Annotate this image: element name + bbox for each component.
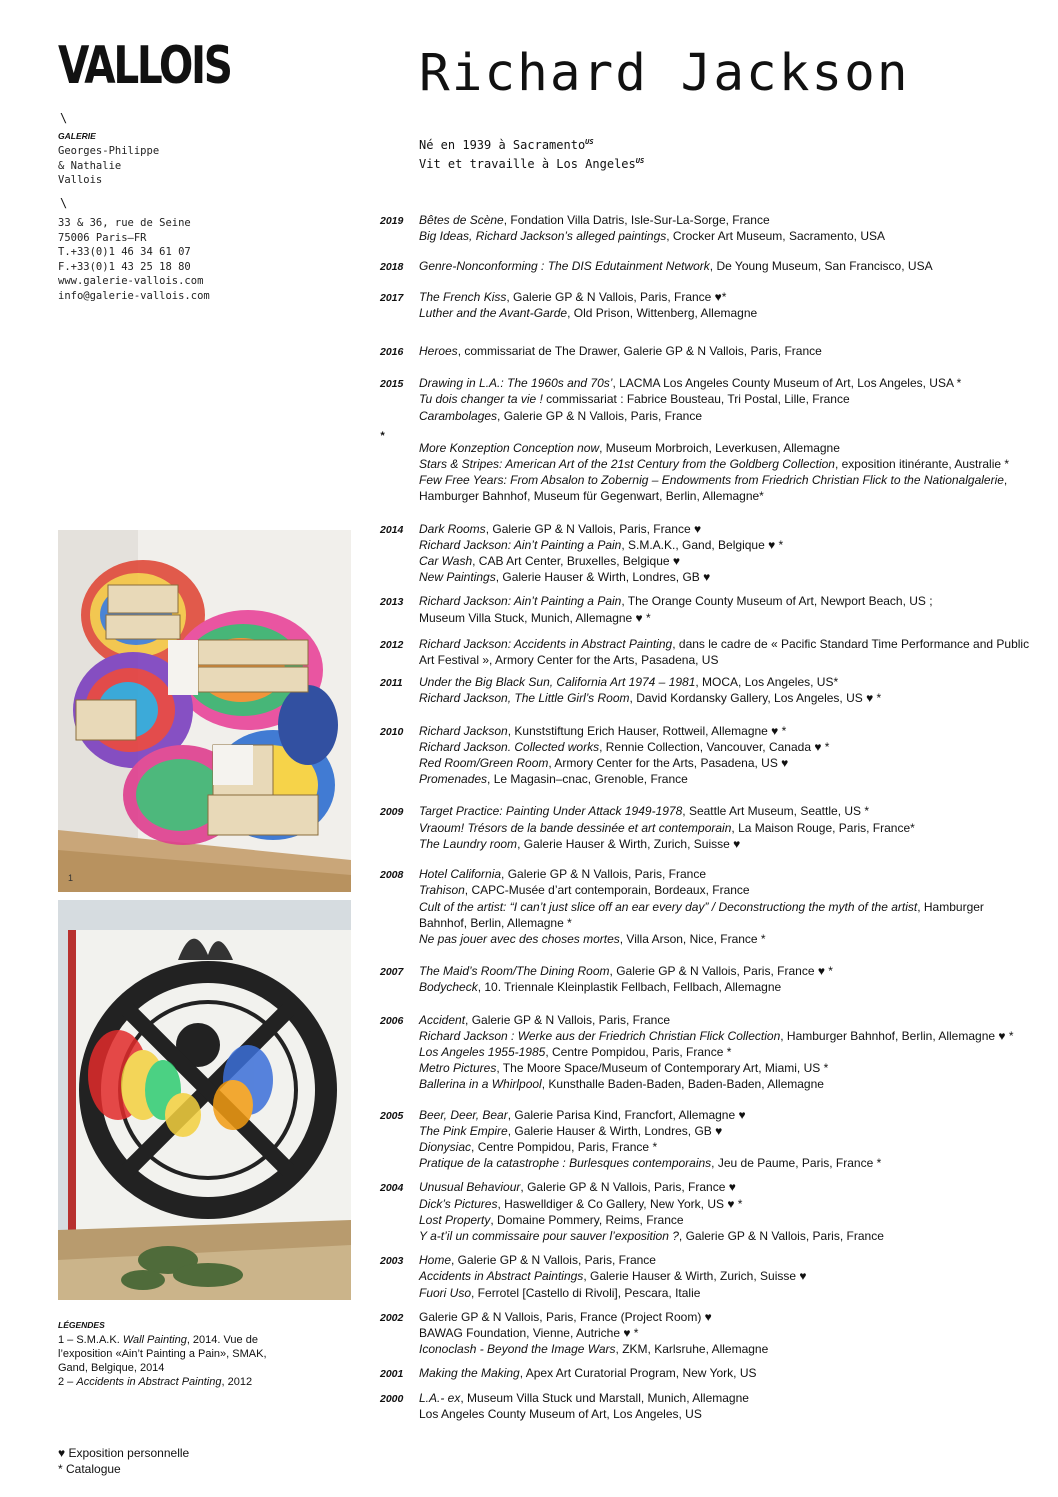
exhibition-entry <box>419 343 1030 359</box>
artist-name: Richard Jackson <box>419 44 910 103</box>
exhibition-year: 2004 <box>380 1182 404 1195</box>
work-details: , The Orange County Museum of Art, Newport Beach, US ; <box>621 594 933 609</box>
work-title: Stars & Stripes: American Art of the 21st Century from the Goldberg Collection <box>419 457 835 472</box>
exhibition-year: 2007 <box>380 966 404 979</box>
exhibition-entry <box>419 1268 1030 1284</box>
exhibition-year: 2009 <box>380 806 404 819</box>
exhibition-entry <box>419 1341 1030 1357</box>
exhibition-year: 2015 <box>380 378 404 391</box>
work-title: Heroes <box>419 344 458 359</box>
owner-line: & Nathalie <box>58 159 122 172</box>
work-details: , Galerie GP & N Vallois, Paris, France ♥ <box>485 521 702 536</box>
exhibition-year-block <box>380 803 1030 852</box>
work-details: , Hamburger Bahnhof, Museum für Gegenwart, Berlin, Allemagne* <box>419 473 1008 504</box>
gallery-contact <box>58 216 210 303</box>
postal-line: 75006 Paris—FR <box>58 231 147 244</box>
work-details: , MOCA, Los Angeles, US* <box>695 675 839 690</box>
work-details: , Galerie Hauser & Wirth, Zurich, Suisse ♥ <box>583 1269 807 1284</box>
birth-info: Né en 1939 à Sacramento <box>419 138 586 152</box>
exhibition-entry <box>419 1123 1030 1139</box>
work-details: , David Kordansky Gallery, Los Angeles, US ♥ * <box>629 691 882 706</box>
exhibition-entry <box>419 899 1030 931</box>
exhibition-year: 2000 <box>380 1392 404 1405</box>
exhibition-year-block <box>380 1365 1030 1381</box>
image-captions <box>58 1318 298 1389</box>
work-details: BAWAG Foundation, Vienne, Autriche ♥ * <box>419 1325 639 1340</box>
work-details: , Fondation Villa Datris, Isle-Sur-La-Sorge, France <box>503 213 770 227</box>
exhibition-entry <box>419 228 1030 244</box>
gallery-owners <box>58 144 159 188</box>
exhibition-entry <box>419 1365 1030 1381</box>
exhibition-entry <box>419 1012 1030 1028</box>
work-title: The Maid’s Room/The Dining Room <box>419 964 610 979</box>
work-details: , LACMA Los Angeles County Museum of Art, Los Angeles, USA * <box>612 376 962 391</box>
exhibition-entry <box>419 1028 1030 1044</box>
work-details: , Rennie Collection, Vancouver, Canada ♥ * <box>599 739 830 754</box>
symbol-legend <box>58 1445 189 1477</box>
work-details: , Galerie Parisa Kind, Francfort, Allemagne ♥ <box>507 1107 746 1122</box>
exhibition-year-block <box>380 866 1030 947</box>
work-title: Target Practice: Painting Under Attack 1949-1978 <box>419 804 683 819</box>
owner-line: Georges-Philippe <box>58 145 160 157</box>
exhibition-year-block <box>380 289 1030 321</box>
exhibition-entry <box>419 553 1030 569</box>
exhibition-entry <box>419 1139 1030 1155</box>
exhibition-year: 2008 <box>380 869 404 882</box>
work-details: 2 – <box>58 1376 77 1388</box>
exhibition-entry <box>419 1325 1030 1341</box>
work-details: , Galerie GP & N Vallois, Paris, France <box>497 408 703 423</box>
caption-item <box>58 1333 298 1375</box>
work-title: Accidents in Abstract Painting <box>76 1376 222 1388</box>
work-details: , Domaine Pommery, Reims, France <box>490 1212 684 1227</box>
exhibition-year-block <box>380 1012 1030 1093</box>
work-details: , Galerie Hauser & Wirth, Londres, GB ♥ <box>507 1123 723 1138</box>
work-details: , Museum Morbroich, Leverkusen, Allemagne <box>599 440 840 455</box>
work-title: Richard Jackson: Ain’t Painting a Pain <box>419 537 622 552</box>
exhibition-entry <box>419 1060 1030 1076</box>
work-title: Vraoum! Trésors de la bande dessinée et art contemporain <box>419 820 732 835</box>
exhibition-entry <box>419 820 1030 836</box>
legend-solo-show: ♥ Exposition personnelle <box>58 1446 190 1460</box>
work-title: Few Free Years: From Absalon to Zobernig – Endowments from Friedrich Christian Flick to the Nationalgalerie <box>419 473 1004 488</box>
exhibition-year-block <box>380 258 1030 274</box>
work-details: , Apex Art Curatorial Program, New York, US <box>519 1366 757 1381</box>
exhibition-entry <box>419 610 1030 626</box>
exhibition-entry <box>419 674 1030 690</box>
work-details: , Kunsthalle Baden-Baden, Baden-Baden, Allemagne <box>541 1077 824 1092</box>
exhibition-entry <box>419 305 1030 321</box>
exhibition-entry <box>419 375 1030 391</box>
work-title: Accident <box>419 1012 466 1027</box>
work-details: , Seattle Art Museum, Seattle, US * <box>682 804 870 819</box>
exhibition-year-block <box>380 521 1030 586</box>
exhibition-entry <box>419 1228 1030 1244</box>
work-title: Richard Jackson. Collected works <box>419 739 600 754</box>
work-details: , S.M.A.K., Gand, Belgique ♥ * <box>621 537 784 552</box>
work-title: Bodycheck <box>419 980 478 995</box>
exhibition-year: * <box>380 430 385 443</box>
exhibition-entry <box>419 836 1030 852</box>
exhibition-year-block <box>380 723 1030 788</box>
exhibition-entry <box>419 690 1030 706</box>
work-title: L.A.- ex <box>419 1390 461 1405</box>
exhibition-year: 2014 <box>380 523 404 536</box>
work-details: , Centre Pompidou, Paris, France * <box>471 1139 658 1154</box>
exhibition-year-block <box>380 212 1030 244</box>
work-title: Accidents in Abstract Paintings <box>419 1269 584 1284</box>
work-title: Pratique de la catastrophe : Burlesques contemporains <box>419 1156 712 1171</box>
exhibition-entry <box>419 424 1030 440</box>
exhibition-year: 2002 <box>380 1311 404 1324</box>
work-title: Unusual Behaviour <box>419 1180 521 1195</box>
exhibition-entry <box>419 1076 1030 1092</box>
exhibition-entry <box>419 1107 1030 1123</box>
work-details: , 10. Triennale Kleinplastik Fellbach, Fellbach, Allemagne <box>477 980 782 995</box>
work-title: The Laundry room <box>419 836 518 851</box>
exhibition-entry <box>419 1155 1030 1171</box>
work-details: commissariat : Fabrice Bousteau, Tri Postal, Lille, France <box>542 392 850 407</box>
work-details: , Galerie GP & N Vallois, Paris, France <box>451 1253 656 1268</box>
work-title: Bêtes de Scène <box>419 213 504 227</box>
work-title: Ne pas jouer avec des choses mortes <box>419 931 620 946</box>
exhibition-entry <box>419 755 1030 771</box>
work-title: Y a-t’il un commissaire pour sauver l’exposition ? <box>419 1228 679 1243</box>
work-title: Richard Jackson <box>419 723 508 738</box>
work-title: Beer, Deer, Bear <box>419 1107 508 1122</box>
divider-slash: \ <box>60 196 68 210</box>
exhibition-entry <box>419 1044 1030 1060</box>
work-title: Richard Jackson: Accidents in Abstract Painting <box>419 636 673 651</box>
exhibition-entry <box>419 408 1030 424</box>
work-details: , Galerie Hauser & Wirth, Zurich, Suisse ♥ <box>517 836 741 851</box>
work-title: Dick’s Pictures <box>419 1196 498 1211</box>
work-details: , Galerie GP & N Vallois, Paris, France ♥* <box>506 289 727 304</box>
owner-line: Vallois <box>58 174 103 186</box>
work-details: , La Maison Rouge, Paris, France* <box>731 820 915 835</box>
exhibition-year-block <box>380 375 1030 456</box>
country-sup: US <box>585 138 594 146</box>
image-number: 1 <box>68 873 74 883</box>
exhibition-entry <box>419 1196 1030 1212</box>
work-details: , 2014. Vue de l’exposition «Ain’t Painting a Pain», SMAK, Gand, Belgique, 2014 <box>58 1334 267 1374</box>
work-title: Iconoclash - Beyond the Image Wars <box>419 1342 616 1357</box>
work-details: , CAPC-Musée d’art contemporain, Bordeaux, France <box>464 883 750 898</box>
work-details: , Old Prison, Wittenberg, Allemagne <box>567 305 758 320</box>
work-title: Trahison <box>419 883 465 898</box>
work-details: , Galerie GP & N Vallois, Paris, France ♥ <box>520 1180 736 1195</box>
country-sup: US <box>635 156 645 165</box>
work-title: Fuori Uso <box>419 1285 472 1300</box>
work-details: , Hamburger Bahnhof, Berlin, Allemagne * <box>419 899 984 930</box>
accidents-painting-image <box>58 900 351 1300</box>
work-title: Big Ideas, Richard Jackson’s alleged paintings <box>419 229 667 244</box>
work-details: , Le Magasin–cnac, Grenoble, France <box>487 772 688 787</box>
exhibition-entry <box>419 723 1030 739</box>
exhibition-entry <box>419 931 1030 947</box>
work-details: , 2012 <box>221 1376 253 1388</box>
work-title: Car Wash <box>419 554 473 569</box>
exhibition-year: 2018 <box>380 261 404 274</box>
work-title: Genre-Nonconforming : The DIS Edutainment Network <box>419 259 710 274</box>
exhibition-year: 2019 <box>380 215 404 227</box>
work-details: , Galerie GP & N Vallois, Paris, France <box>678 1228 884 1243</box>
work-details: , Galerie Hauser & Wirth, Londres, GB ♥ <box>495 570 711 585</box>
work-details: , Hamburger Bahnhof, Berlin, Allemagne ♥ * <box>780 1028 1014 1043</box>
exhibition-entry <box>419 521 1030 537</box>
exhibition-entry <box>419 771 1030 787</box>
work-title: New Paintings <box>419 570 496 585</box>
exhibition-entry <box>419 1252 1030 1268</box>
work-title: Red Room/Green Room <box>419 756 549 771</box>
work-details: , commissariat de The Drawer, Galerie GP & N Vallois, Paris, France <box>457 344 822 359</box>
exhibition-year-block <box>380 593 1030 625</box>
work-title: Metro Pictures <box>419 1061 497 1076</box>
exhibition-entry <box>419 636 1030 668</box>
work-title: Home <box>419 1253 452 1268</box>
work-details: Galerie GP & N Vallois, Paris, France (Project Room) ♥ <box>419 1309 712 1324</box>
exhibition-entry <box>419 739 1030 755</box>
work-title: Cult of the artist: “I can’t just slice off an ear every day” / Deconstructiong the myth of the artist <box>419 899 918 914</box>
exhibition-year: 2001 <box>380 1368 404 1381</box>
work-details: , Crocker Art Museum, Sacramento, USA <box>666 229 886 244</box>
work-details: , Villa Arson, Nice, France * <box>619 931 766 946</box>
work-details: , Haswelldiger & Co Gallery, New York, US ♥ * <box>497 1196 743 1211</box>
work-details: , Galerie GP & N Vallois, Paris, France <box>501 867 707 882</box>
exhibition-entry <box>419 1406 1030 1422</box>
work-details: Los Angeles County Museum of Art, Los Angeles, US <box>419 1406 702 1421</box>
work-details: , Ferrotel [Castello di Rivoli], Pescara, Italie <box>471 1285 701 1300</box>
exhibition-year-block <box>380 343 1030 359</box>
website-link[interactable]: www.galerie-vallois.com <box>58 275 204 287</box>
exhibition-year-block <box>380 1309 1030 1358</box>
exhibition-year: 2006 <box>380 1014 404 1027</box>
exhibition-entry <box>419 569 1030 585</box>
exhibition-entry <box>419 537 1030 553</box>
exhibition-year: 2013 <box>380 596 404 609</box>
work-title: Richard Jackson, The Little Girl’s Room <box>419 691 630 706</box>
exhibition-entry <box>419 1390 1030 1406</box>
work-details: , Galerie GP & N Vallois, Paris, France <box>465 1012 670 1027</box>
work-title: Making the Making <box>419 1366 520 1381</box>
email-link[interactable]: info@galerie-vallois.com <box>58 289 210 302</box>
work-details: , Galerie GP & N Vallois, Paris, France ♥ * <box>609 964 833 979</box>
exhibition-year-block <box>380 636 1030 668</box>
work-details: , Museum Villa Stuck und Marstall, Munich, Allemagne <box>460 1390 749 1405</box>
exhibition-year-block <box>380 1252 1030 1301</box>
exhibition-entry <box>419 963 1030 979</box>
exhibition-entry <box>419 1285 1030 1301</box>
exhibition-entry <box>419 866 1030 882</box>
work-title: Promenades <box>419 772 488 787</box>
gallery-label: GALERIE <box>58 131 96 141</box>
exhibition-entry <box>419 593 1030 609</box>
work-details: Museum Villa Stuck, Munich, Allemagne ♥ * <box>419 610 651 625</box>
work-details: , CAB Art Center, Bruxelles, Belgique ♥ <box>472 554 681 569</box>
work-title: Carambolages <box>419 408 498 423</box>
exhibition-year: 2017 <box>380 291 404 304</box>
residence-info: Vit et travaille à Los Angeles <box>419 156 636 171</box>
exhibition-year: 2005 <box>380 1109 404 1122</box>
captions-title: LÉGENDES <box>58 1320 105 1330</box>
caption-item <box>58 1375 298 1389</box>
exhibition-entry <box>419 456 1030 472</box>
exhibition-year: 2003 <box>380 1255 404 1268</box>
exhibition-entry <box>419 472 1030 504</box>
exhibition-entry <box>419 212 1030 228</box>
exhibition-year: 2010 <box>380 725 404 738</box>
captions-list <box>58 1333 298 1389</box>
phone: T.+33(0)1 46 34 61 07 <box>58 246 191 258</box>
work-title: The Pink Empire <box>419 1123 508 1138</box>
work-title: Under the Big Black Sun, California Art 1974 – 1981 <box>419 675 696 690</box>
work-title: Richard Jackson: Ain’t Painting a Pain <box>419 594 622 609</box>
address-line: 33 & 36, rue de Seine <box>58 217 191 229</box>
exhibition-entry <box>419 258 1030 274</box>
exhibition-year-block <box>380 1107 1030 1172</box>
exhibition-entry <box>419 289 1030 305</box>
work-details: , Armory Center for the Arts, Pasadena, US ♥ <box>548 756 789 771</box>
exhibition-year-block <box>380 963 1030 995</box>
exhibition-entry <box>419 1179 1030 1195</box>
exhibition-year-block <box>380 1179 1030 1244</box>
artist-bio <box>419 135 644 172</box>
exhibition-entry <box>419 1212 1030 1228</box>
legend-catalogue: * Catalogue <box>58 1462 121 1476</box>
exhibition-year: 2011 <box>380 677 403 690</box>
work-title: Richard Jackson : Werke aus der Friedrich Christian Flick Collection <box>419 1028 781 1043</box>
exhibition-year-block <box>380 674 1030 706</box>
work-details: , exposition itinérante, Australie * <box>834 457 1010 472</box>
work-title: Hotel California <box>419 867 502 882</box>
work-title: Ballerina in a Whirlpool <box>419 1077 542 1092</box>
exhibition-entry <box>419 391 1030 407</box>
gallery-logo: VALLOIS <box>58 36 231 96</box>
work-title: Lost Property <box>419 1212 491 1227</box>
work-title: Los Angeles 1955-1985 <box>419 1044 546 1059</box>
exhibition-entry <box>419 803 1030 819</box>
work-details: , Kunststiftung Erich Hauser, Rottweil, Allemagne ♥ * <box>507 723 787 738</box>
exhibition-list <box>380 212 1030 1422</box>
work-title: Drawing in L.A.: The 1960s and 70s’ <box>419 376 613 391</box>
work-title: More Konzeption Conception now <box>419 440 600 455</box>
work-details: 1 – S.M.A.K. <box>58 1334 123 1346</box>
exhibition-year-block <box>380 1390 1030 1422</box>
work-details: , dans le cadre de « Pacific Standard Time Performance and Public Art Festival », Armory Center for the Arts, Pasadena, US <box>419 636 1030 668</box>
work-title: Tu dois changer ta vie ! <box>419 392 543 407</box>
work-title: Dionysiac <box>419 1139 472 1154</box>
work-details: , Jeu de Paume, Paris, France * <box>711 1156 882 1171</box>
work-title: Luther and the Avant-Garde <box>419 305 568 320</box>
work-details: , De Young Museum, San Francisco, USA <box>709 259 933 274</box>
exhibition-entry <box>419 882 1030 898</box>
work-details: , The Moore Space/Museum of Contemporary Art, Miami, US * <box>496 1061 829 1076</box>
work-details: , ZKM, Karlsruhe, Allemagne <box>615 1342 769 1357</box>
exhibition-entry <box>419 440 1030 456</box>
work-details: , Centre Pompidou, Paris, France * <box>545 1044 732 1059</box>
exhibition-entry <box>419 1309 1030 1325</box>
work-title: Wall Painting <box>122 1334 187 1346</box>
exhibition-entry <box>419 979 1030 995</box>
work-title: Dark Rooms <box>419 521 486 536</box>
work-title: The French Kiss <box>419 289 507 304</box>
fax: F.+33(0)1 43 25 18 80 <box>58 260 191 273</box>
divider-slash: \ <box>60 111 68 125</box>
wall-painting-image <box>58 530 351 892</box>
exhibition-year: 2012 <box>380 638 404 651</box>
exhibition-year: 2016 <box>380 346 404 359</box>
